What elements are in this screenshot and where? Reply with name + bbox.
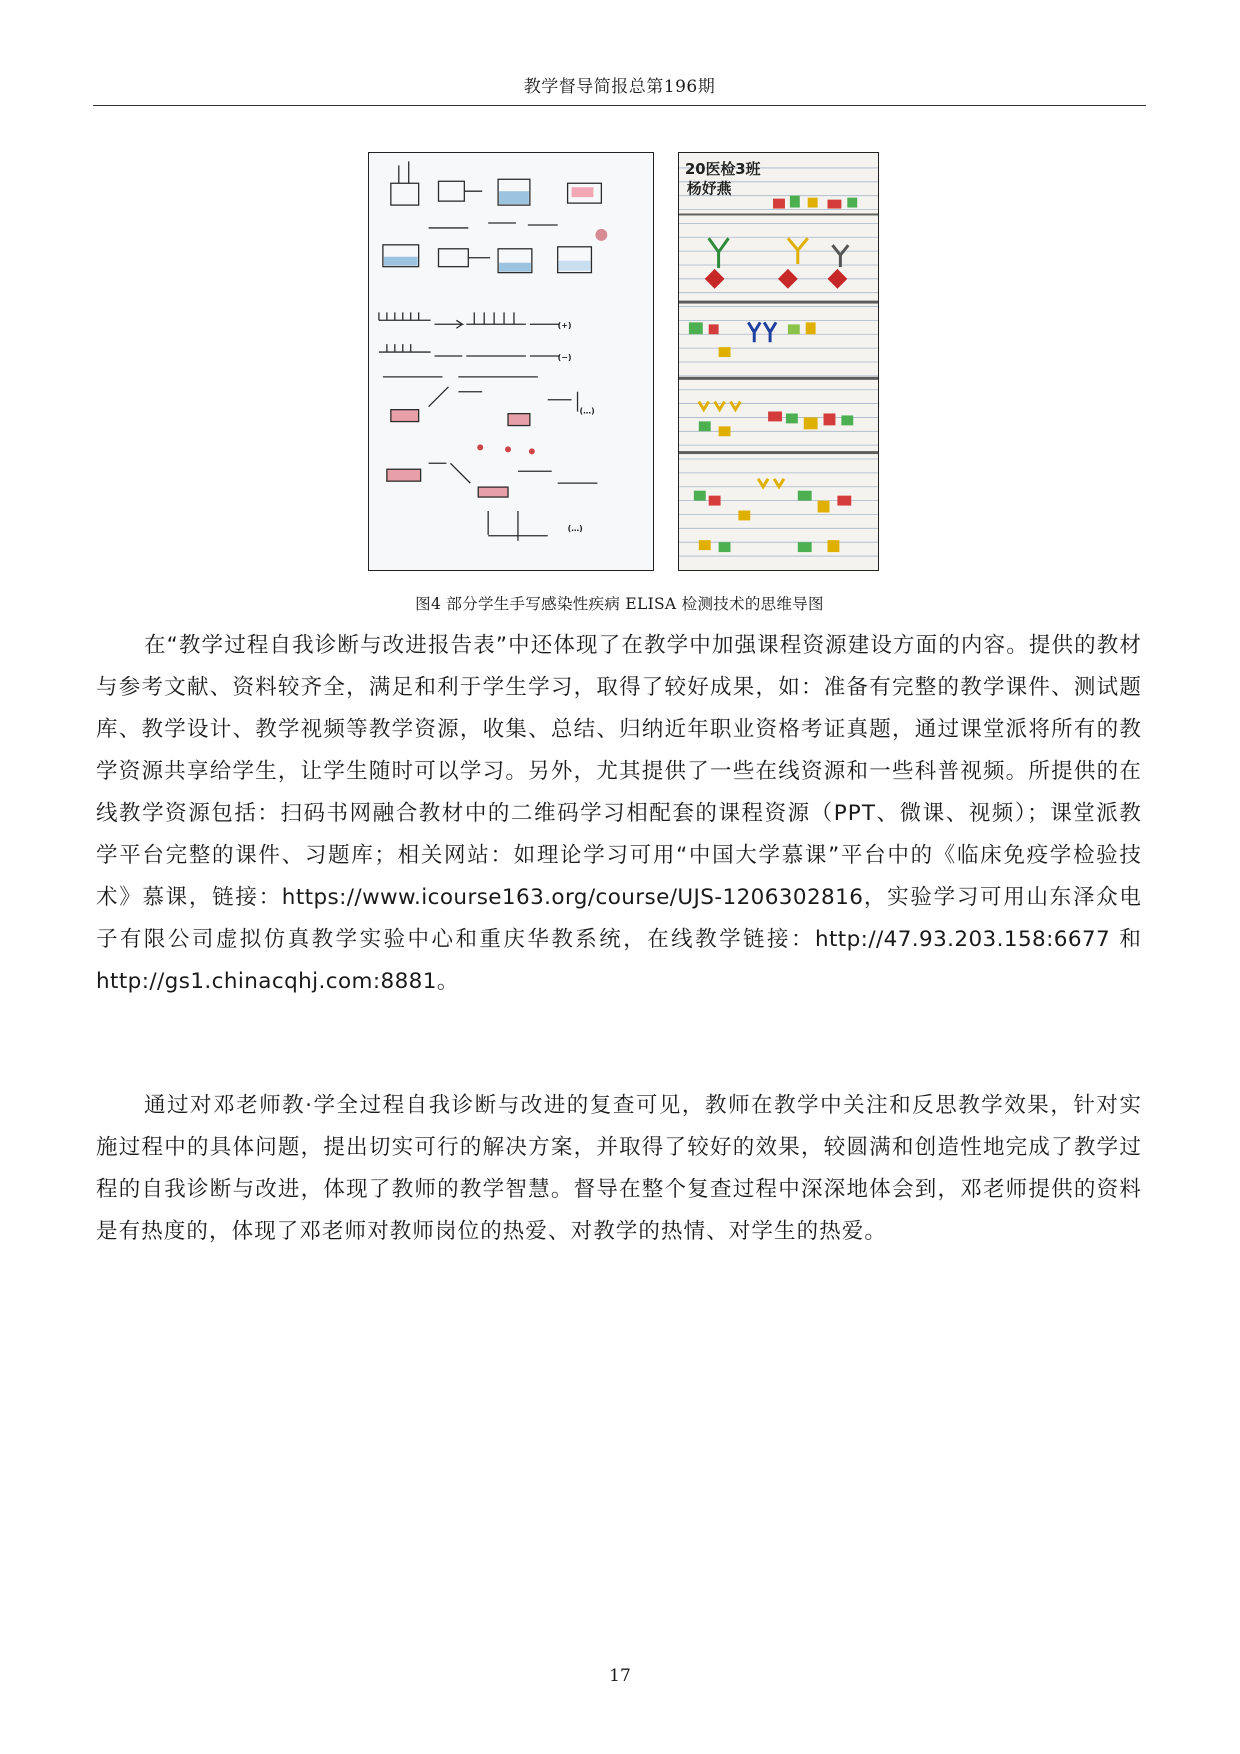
paragraph-1-text-a: 在“教学过程自我诊断与改进报告表”中还体现了在教学中加强课程资源建设方面的内容。提供的教材与参考文献、资料较齐全，满足和利于学生学习，取得了较好成果，如：准备有完整的教学课件、测试题库、教学设计、教学视频等教学资源，收集、总结、归纳近年职业资格考证真题，通过课堂派将所有的教学资源共享给学生，让学生随时可以学习。另外，尤其提供了一些在线资源和一些科普视频。所提供的在线教学资源包括：扫码书网融合教材中的二维码学习相配套的课程资源（PPT、微课、视频）；课堂派教学平台完整的课件、习题库；相关网站：如理论学习可用“中国大学慕课”平台中的《临床免疫学检验技术》慕课，链接： [96, 633, 1142, 910]
hand-drawn-diagram-right [679, 153, 878, 570]
mind-map-photo-right [678, 152, 879, 571]
course-link: https://www.icourse163.org/course/UJS-1206302816 [281, 885, 864, 910]
body-paragraph-2: 通过对邓老师教·学全过程自我诊断与改进的复查可见，教师在教学中关注和反思教学效果，针对实施过程中的具体问题，提出切实可行的解决方案，并取得了较好的效果，较圆满和创造性地完成了教学过程的自我诊断与改进，体现了教师的教学智慧。督导在整个复查过程中深深地体会到，邓老师提供的资料是有热度的，体现了邓老师对教师岗位的热爱、对教学的热情、对学生的热爱。 [96, 1093, 1142, 1244]
mind-map-photo-left [368, 152, 654, 571]
hand-drawn-diagram-left [369, 153, 653, 570]
header-divider [93, 105, 1146, 106]
handwriting-negative: (−) [557, 353, 572, 363]
huajiao-system-link: http://gs1.chinacqhj.com:8881 [96, 969, 437, 994]
student-class-label: 20医检3班 [684, 159, 761, 178]
page-number: 17 [609, 1666, 631, 1686]
handwriting-positive: (+) [557, 321, 572, 331]
figure-caption: 图4 部分学生手写感染性疾病 ELISA 检测技术的思维导图 [415, 595, 824, 613]
paragraph-1-text-c: 和 [1110, 927, 1142, 952]
body-paragraph-1 [96, 625, 1142, 1003]
paragraph-1-text-d: 。 [436, 969, 460, 994]
handwriting-note: (…) [579, 406, 595, 416]
paragraph-1-text-b: ，实验学习可用山东泽众电子有限公司虚拟仿真教学实验中心和重庆华教系统，在线教学链接： [96, 885, 1142, 952]
student-name-label: 杨妤燕 [686, 179, 732, 198]
handwriting-note-bottom: (…) [567, 523, 583, 533]
page-header-title: 教学督导简报总第196期 [523, 77, 716, 97]
virtual-lab-link: http://47.93.203.158:6677 [814, 927, 1111, 952]
